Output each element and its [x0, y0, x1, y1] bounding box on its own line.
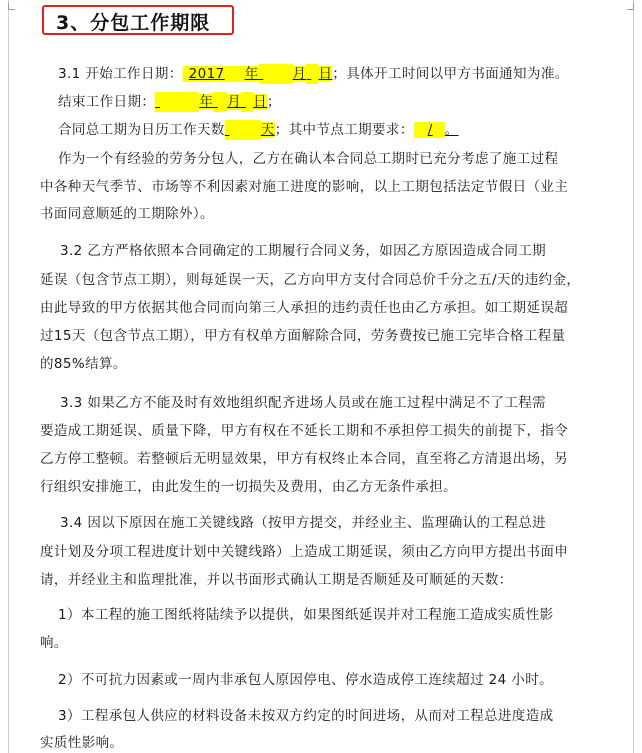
s32-line: 的85%结算。: [40, 356, 127, 372]
s32-line: 过15天（包含节点工期），甲方有权单方面解除合同，劳务费按已施工完毕合格工程量: [40, 328, 566, 344]
end-date-tail: ；: [267, 94, 281, 110]
s34-line: 度计划及分项工程进度计划中关键线路）上造成工期延误，须由乙方向甲方提出书面申: [40, 544, 569, 560]
end-day-blank: [241, 92, 253, 112]
start-year-field: 2017: [183, 66, 245, 82]
end-day-char: 日: [253, 94, 268, 110]
start-month-blank: [259, 64, 293, 84]
total-day-char: 天: [260, 122, 275, 138]
corner-mark: [8, 3, 15, 10]
s32-line: 由此导致的甲方依据其他合同而向第三人承担的违约责任也由乙方承担。如工期延误超: [40, 300, 569, 316]
s31-para-line: 书面同意顺延的工期除外）。: [40, 206, 214, 222]
end-date-line: [58, 92, 281, 112]
start-date-tail: ；具体开工时间以甲方书面通知为准。: [332, 66, 569, 82]
end-year-char: 年: [199, 94, 214, 110]
node-period-field: /: [414, 122, 445, 138]
s34-line: 3.4 因以下原因在施工关键线路（按甲方提交，并经业主、监理确认的工程总进: [60, 515, 547, 531]
s32-line: 3.2 乙方严格依照本合同确定的工期履行合同义务，如因乙方原因造成合同工期: [60, 243, 547, 259]
start-date-line: [58, 64, 569, 84]
start-date-label: 3.1 开始工作日期：: [58, 66, 183, 82]
list-item: 响。: [40, 635, 68, 651]
s33-line: 行组织安排施工，由此发生的一切损失及费用，由乙方无条件承担。: [40, 479, 457, 495]
page-border: [8, 0, 634, 753]
list-item: 1）本工程的施工图纸将陆续予以提供，如果图纸延误并对工程施工造成实质性影: [58, 607, 554, 623]
s33-line: 要造成工期延误、质量下降，甲方有权在不延长工期和不承担停工损失的前提下，指令: [40, 423, 569, 439]
end-year-blank: [155, 92, 199, 112]
section-heading: 3、分包工作期限: [56, 12, 211, 34]
total-period-label: 合同总工期为日历工作天数: [58, 122, 225, 138]
total-period-line: [58, 120, 467, 140]
end-month-blank: [213, 92, 227, 112]
total-days-blank: [225, 120, 261, 140]
start-month-char: 月: [292, 66, 307, 82]
s34-line: 请，并经业主和监理批准，并以书面形式确认工期是否顺延及可顺延的天数：: [40, 572, 513, 588]
s31-para-line: 作为一个有经验的劳务分包人，乙方在确认本合同总工期时已充分考虑了施工过程: [58, 151, 559, 167]
list-item: 3）工程承包人供应的材料设备未按双方约定的时间进场，从而对工程总进度造成: [58, 708, 554, 724]
s33-line: 3.3 如果乙方不能及时有效地组织配齐进场人员或在施工过程中满足不了工程需: [60, 395, 547, 411]
end-month-char: 月: [227, 94, 242, 110]
start-day-char: 日: [318, 66, 333, 82]
s32-line: 延误（包含节点工期），则每延误一天，乙方向甲方支付合同总价千分之五/天的违约金，: [40, 272, 581, 288]
start-year-char: 年: [244, 66, 259, 82]
start-day-blank: [306, 64, 318, 84]
s31-para-line: 中各种天气季节、市场等不利因素对施工进度的影响，以上工期包括法定节假日（业主: [40, 179, 569, 195]
end-date-label: 结束工作日期：: [58, 94, 156, 110]
node-period-label: ；其中节点工期要求：: [274, 122, 414, 138]
corner-mark: [627, 3, 634, 10]
list-item: 实质性影响。: [40, 735, 124, 751]
node-period-tail: 。: [444, 122, 459, 138]
list-item: 2）不可抗力因素或一周内非承包人原因停电、停水造成停工连续超过 24 小时。: [58, 672, 554, 688]
s33-line: 乙方停工整顿。若整顿后无明显效果，甲方有权终止本合同，直至将乙方清退出场，另: [40, 451, 569, 467]
